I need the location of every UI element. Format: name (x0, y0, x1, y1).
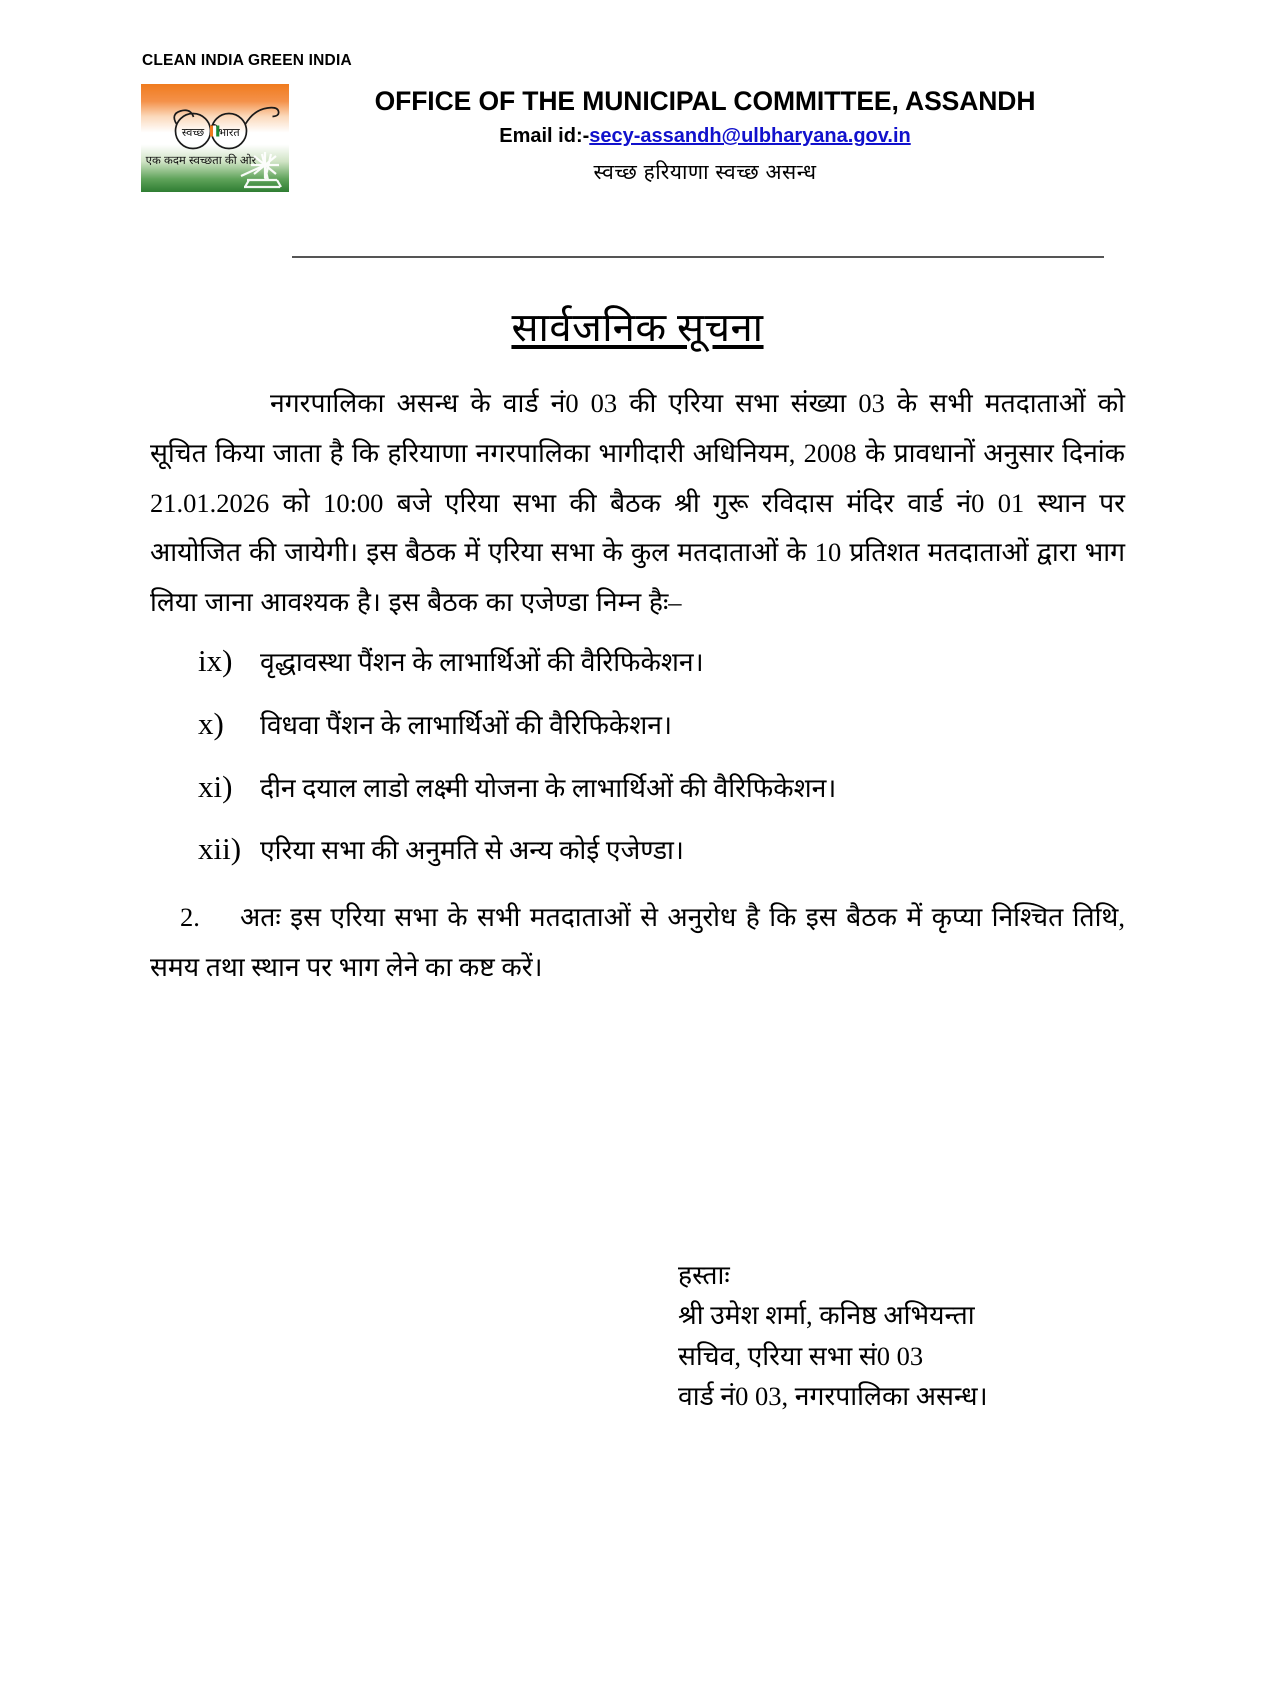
notice-title-text: सार्वजनिक सूचना (511, 305, 764, 350)
agenda-item (150, 642, 1125, 681)
closing-paragraph (150, 893, 1125, 993)
swachh-bharat-logo (141, 84, 289, 192)
closing-paragraph-block (150, 893, 1125, 993)
agenda-item (150, 768, 1125, 807)
agenda-item-number: xii) (198, 831, 242, 867)
agenda-item-number: xi) (198, 768, 233, 804)
agenda-list (150, 642, 1125, 869)
notice-content (0, 298, 1275, 993)
email-label: Email id:- (499, 125, 590, 148)
agenda-item-text: वृद्धावस्था पैंशन के लाभार्थिओं की वैरिफिकेशन। (260, 647, 704, 678)
hindi-tagline: स्वच्छ हरियाणा स्वच्छ असन्ध (593, 161, 817, 185)
office-title: OFFICE OF THE MUNICIPAL COMMITTEE, ASSANDH (374, 86, 1036, 116)
signature-block (678, 1255, 988, 1416)
notice-page (0, 52, 1275, 1702)
header-divider-rule (292, 256, 1104, 258)
closing-paragraph-number: 2. (180, 902, 200, 933)
email-address-link[interactable]: secy-assandh@ulbharyana.gov.in (589, 125, 911, 148)
signature-line-name: श्री उमेश शर्मा, कनिष्ठ अभियन्ता (678, 1300, 975, 1331)
signature-line-designation: सचिव, एरिया सभा सं0 03 (678, 1340, 924, 1371)
agenda-item-text: दीन दयाल लाडो लक्ष्मी योजना के लाभार्थिओं की वैरिफिकेशन। (260, 772, 837, 803)
document-header (0, 52, 1275, 212)
svg-text:एक कदम स्वच्छता की ओर: एक कदम स्वच्छता की ओर (145, 155, 257, 167)
agenda-item (150, 705, 1125, 744)
header-title-block (300, 86, 1110, 186)
clean-india-green-india-tagline: CLEAN INDIA GREEN INDIA (142, 52, 352, 69)
email-line (300, 125, 1110, 148)
agenda-item-text: एरिया सभा की अनुमति से अन्य कोई एजेण्डा। (260, 835, 684, 866)
closing-paragraph-text: अतः इस एरिया सभा के सभी मतदाताओं से अनुरोध है कि इस बैठक में कृप्या निश्चित तिथि, समय तथा स्थान पर भाग लेने का कष्ट करें। (150, 902, 1125, 982)
signature-line-ward: वार्ड नं0 03, नगरपालिका असन्ध। (678, 1380, 988, 1411)
agenda-item (150, 830, 1125, 869)
svg-text:स्वच्छ: स्वच्छ (181, 127, 205, 139)
agenda-item-number: x) (198, 705, 224, 741)
notice-paragraph-1: नगरपालिका असन्ध के वार्ड नं0 03 की एरिया सभा संख्या 03 के सभी मतदाताओं को सूचित किया जाता है कि हरियाणा नगरपालिका भागीदारी अधिनियम, 2008 के प्रावधानों अनुसार दिनांक 21.01.2026 को 10:00 बजे एरिया सभा की बैठक श्री गुरू रविदास मंदिर वार्ड नं0 01 स्थान पर आयोजित की जायेगी। इस बैठक में एरिया सभा के कुल मतदाताओं के 10 प्रतिशत मतदाताओं द्वारा भाग लिया जाना आवश्यक है। इस बैठक का एजेण्डा निम्न हैः– (150, 388, 1125, 618)
agenda-item-text: विधवा पैंशन के लाभार्थिओं की वैरिफिकेशन। (260, 709, 673, 740)
signature-line-hasta: हस्ताः (678, 1260, 730, 1290)
notice-title (0, 298, 1275, 353)
svg-text:भारत: भारत (218, 127, 240, 139)
agenda-item-number: ix) (198, 643, 233, 679)
notice-body (150, 379, 1125, 993)
